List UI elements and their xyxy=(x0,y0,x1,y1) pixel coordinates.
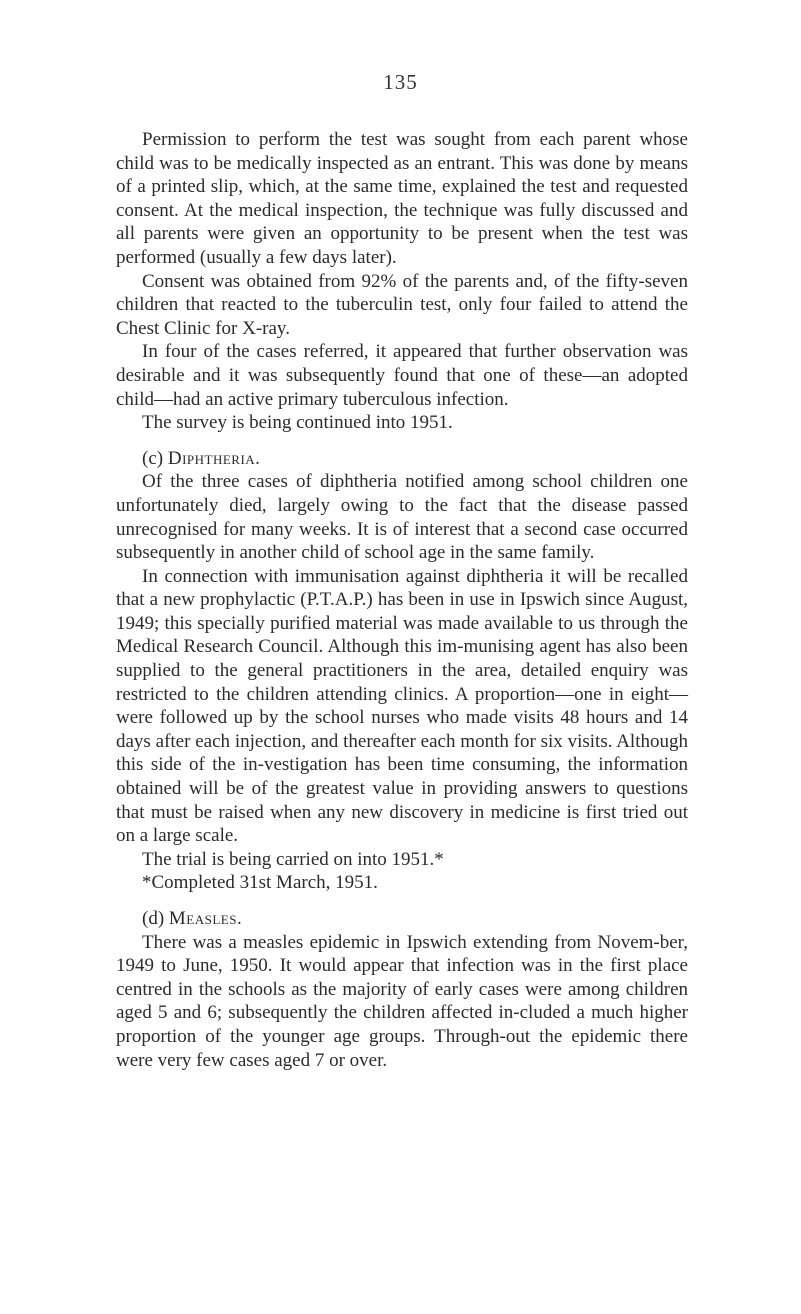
paragraph-consent-procedure: Permission to perform the test was sought from each parent whose child was to be medically inspected as an entrant. This was done by means of a printed slip, which, at the same time, explained the test and requested consent. At the medical inspection, the technique was fully discussed and all parents were given an opportunity to be present when the test was performed (usually a few days later). xyxy=(116,129,688,268)
paragraph-trial-continued: The trial is being carried on into 1951.* xyxy=(142,848,444,870)
page-body xyxy=(116,128,688,1072)
section-label: (c) xyxy=(142,447,164,469)
paragraph-referred-cases: In four of the cases referred, it appeared that further observation was desirable and it was subsequently found that one of these—an adopted child—had an active primary tuberculous infection. xyxy=(116,341,688,410)
paragraph-immunisation: In connection with immunisation against diphtheria it will be recalled that a new prophylactic (P.T.A.P.) has been in use in Ipswich since August, 1949; this specially purified material was made available to us through the Medical Research Council. Although this im-munising agent has also been supplied to the general practitioners in the area, detailed enquiry was restricted to the children attending clinics. A proportion—one in eight—were followed up by the school nurses who made visits 48 hours and 14 days after each injection, and thereafter each month for six visits. Although this side of the in-vestigation has been time consuming, the information obtained will be of the greatest value in providing answers to questions that must be raised when any new discovery in medicine is first tried out on a large scale. xyxy=(116,565,688,847)
section-heading-diphtheria xyxy=(116,447,688,471)
paragraph-measles-epidemic: There was a measles epidemic in Ipswich extending from Novem-ber, 1949 to June, 1950. It would appear that infection was in the first place centred in the schools as the majority of early cases were among children aged 5 and 6; subsequently the children affected in-cluded a much higher proportion of the younger age groups. Through-out the epidemic there were very few cases aged 7 or over. xyxy=(116,931,688,1071)
section-label: (d) xyxy=(142,908,165,929)
section-title: Measles. xyxy=(168,908,243,929)
paragraph-diphtheria-cases: Of the three cases of diphtheria notified among school children one unfortunately died, largely owing to the fact that the disease passed unrecognised for many weeks. It is of interest that a second case occurred subsequently in another child of school age in the same family. xyxy=(116,471,688,564)
paragraph-consent-results: Consent was obtained from 92% of the parents and, of the fifty-seven children that reacted to the tuberculin test, only four failed to attend the Chest Clinic for X-ray. xyxy=(116,270,688,339)
section-heading-measles xyxy=(116,907,688,931)
section-title: Diphtheria. xyxy=(167,447,261,469)
footnote: *Completed 31st March, 1951. xyxy=(142,872,378,894)
paragraph-survey-continued: The survey is being continued into 1951. xyxy=(142,412,453,434)
page-number: 135 xyxy=(383,70,418,94)
